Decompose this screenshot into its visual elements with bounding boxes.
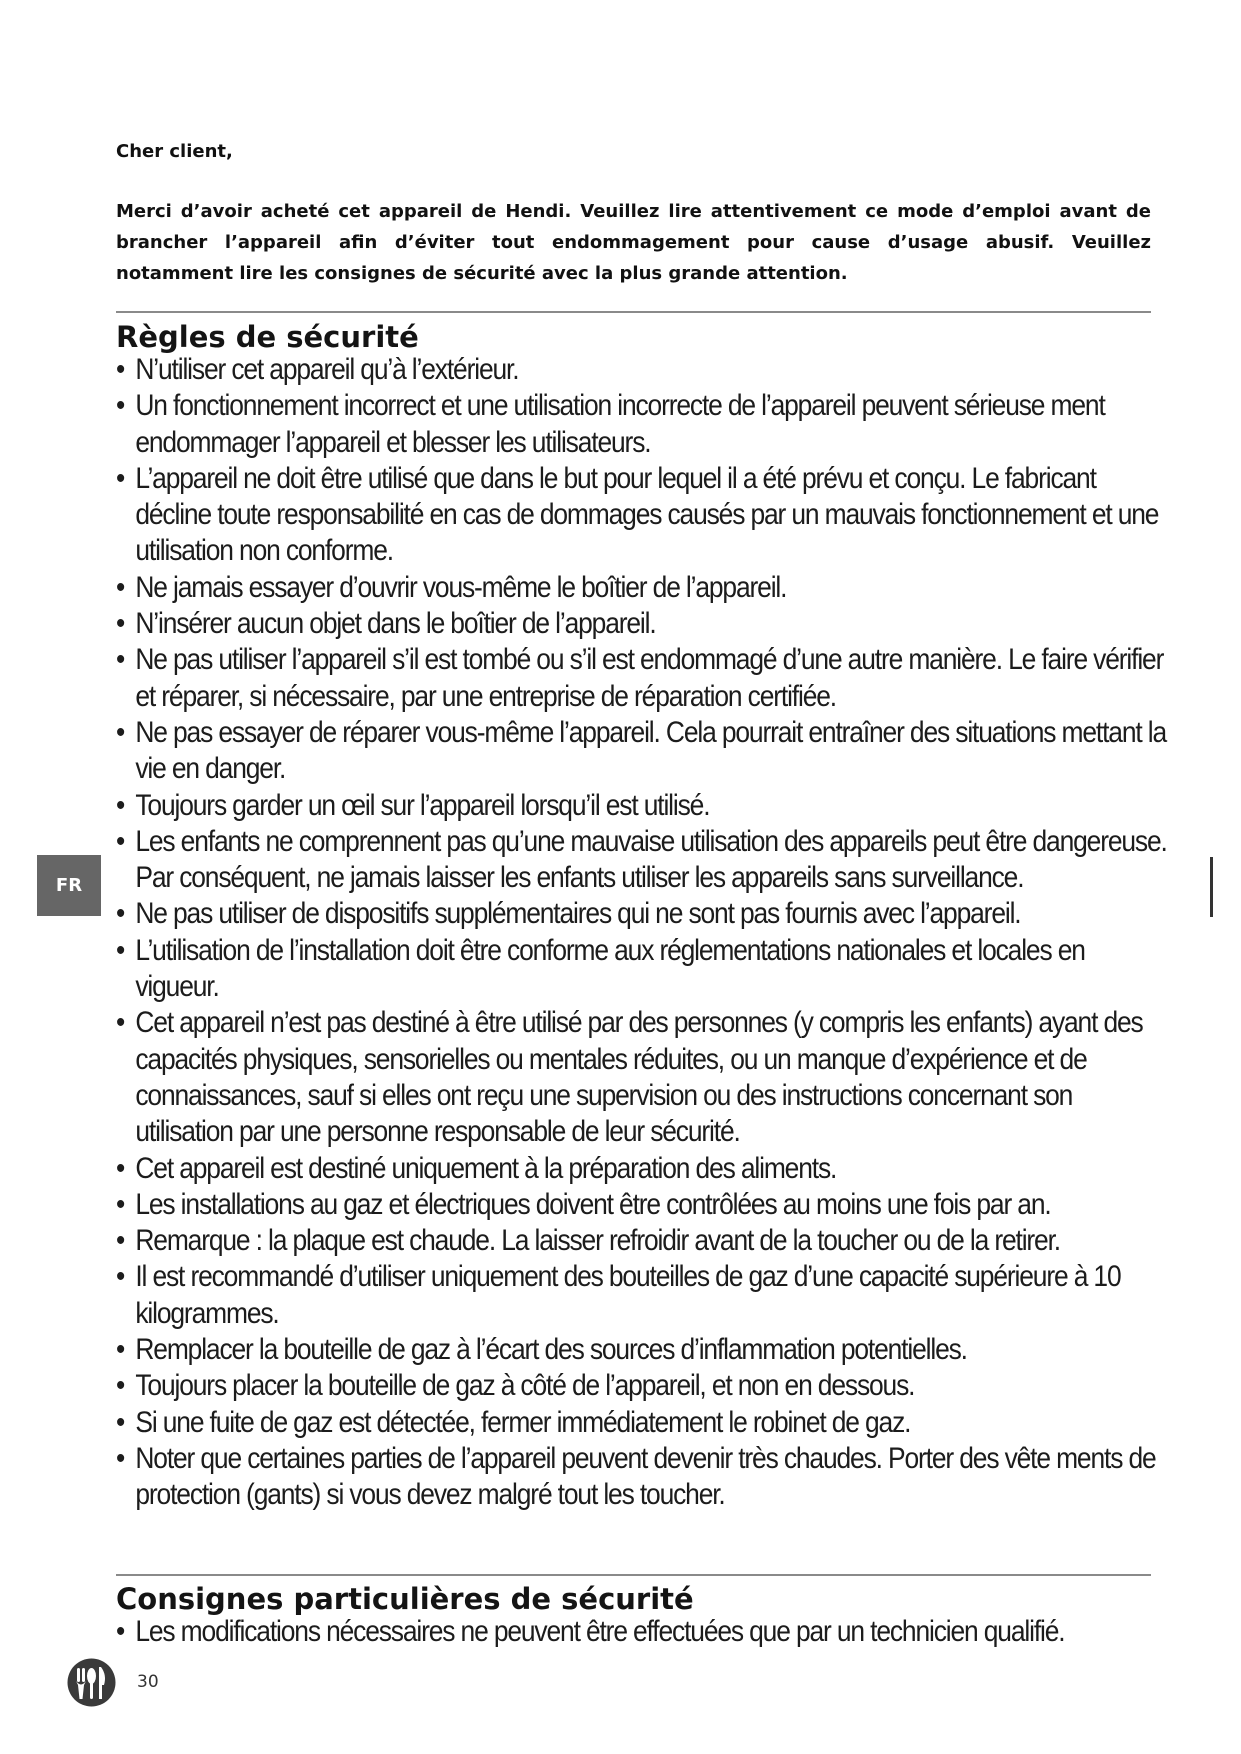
intro-paragraph: Merci d’avoir acheté cet appareil de Hendi. Veuillez lire attentivement ce mode d’emploi avant de brancher l’appareil afin d’éviter tout endommagement pour cause d’usage abusif. Veuillez notamment lire les consignes de sécurité avec la plus grande attention.: [116, 201, 1151, 284]
list-item: • Ne jamais essayer d’ouvrir vous-même le boîtier de l’appareil.: [116, 570, 1168, 606]
list-item: • L’appareil ne doit être utilisé que dans le but pour lequel il a été prévu et conçu. Le fabricant décline toute responsabilité en cas de dommages causés par un mauvais fonctionnement et une utilisation non conforme.: [116, 461, 1168, 570]
special-safety-heading: Consignes particulières de sécurité: [116, 1582, 694, 1616]
cutlery-logo-icon: [66, 1657, 117, 1708]
section-divider: [116, 1574, 1151, 1576]
language-tab: FR: [37, 855, 101, 916]
list-item: • Les modifications nécessaires ne peuvent être effectuées que par un technicien qualifié.: [116, 1614, 1168, 1650]
special-safety-list: [116, 1614, 1168, 1650]
list-item: • N’insérer aucun objet dans le boîtier de l’appareil.: [116, 606, 1168, 642]
list-item: • Ne pas utiliser de dispositifs supplémentaires qui ne sont pas fournis avec l’appareil.: [116, 896, 1168, 932]
list-item: • Un fonctionnement incorrect et une utilisation incorrecte de l’appareil peuvent sérieuse ment endommager l’appareil et blesser les utilisateurs.: [116, 388, 1168, 461]
list-item: • Remplacer la bouteille de gaz à l’écart des sources d’inflammation potentielles.: [116, 1332, 1168, 1368]
list-item: • Les installations au gaz et électriques doivent être contrôlées au moins une fois par an.: [116, 1187, 1168, 1223]
list-item: • N’utiliser cet appareil qu’à l’extérieur.: [116, 352, 1168, 388]
list-item: • Cet appareil n’est pas destiné à être utilisé par des personnes (y compris les enfants) ayant des capacités physiques, sensorielles ou mentales réduites, ou un manque d’expérience et de connaissances, sauf si elles ont reçu une supervision ou des instructions concernant son utilisation par une personne responsable de leur sécurité.: [116, 1005, 1168, 1150]
list-item: • Si une fuite de gaz est détectée, fermer immédiatement le robinet de gaz.: [116, 1405, 1168, 1441]
safety-rules-heading: Règles de sécurité: [116, 320, 419, 354]
section-divider: [116, 311, 1151, 313]
page-number: 30: [137, 1672, 159, 1692]
list-item: • Toujours placer la bouteille de gaz à côté de l’appareil, et non en dessous.: [116, 1368, 1168, 1404]
list-item: • Les enfants ne comprennent pas qu’une mauvaise utilisation des appareils peut être dangereuse. Par conséquent, ne jamais laisser les enfants utiliser les appareils sans surveillance.: [116, 824, 1168, 897]
list-item: • Ne pas utiliser l’appareil s’il est tombé ou s’il est endommagé d’une autre manière. Le faire vérifier et réparer, si nécessaire, par une entreprise de réparation certifiée.: [116, 642, 1168, 715]
list-item: • Cet appareil est destiné uniquement à la préparation des aliments.: [116, 1151, 1168, 1187]
list-item: • L’utilisation de l’installation doit être conforme aux réglementations nationales et locales en vigueur.: [116, 933, 1168, 1006]
safety-rules-list: [116, 352, 1168, 1514]
list-item: • Remarque : la plaque est chaude. La laisser refroidir avant de la toucher ou de la retirer.: [116, 1223, 1168, 1259]
list-item: • Il est recommandé d’utiliser uniquement des bouteilles de gaz d’une capacité supérieure à 10 kilogrammes.: [116, 1259, 1168, 1332]
list-item: • Noter que certaines parties de l’appareil peuvent devenir très chaudes. Porter des vête ments de protection (gants) si vous devez malgré tout les toucher.: [116, 1441, 1168, 1514]
list-item: • Ne pas essayer de réparer vous-même l’appareil. Cela pourrait entraîner des situations mettant la vie en danger.: [116, 715, 1168, 788]
margin-marker: [1210, 857, 1213, 917]
list-item: • Toujours garder un œil sur l’appareil lorsqu’il est utilisé.: [116, 788, 1168, 824]
greeting: Cher client,: [116, 141, 233, 162]
